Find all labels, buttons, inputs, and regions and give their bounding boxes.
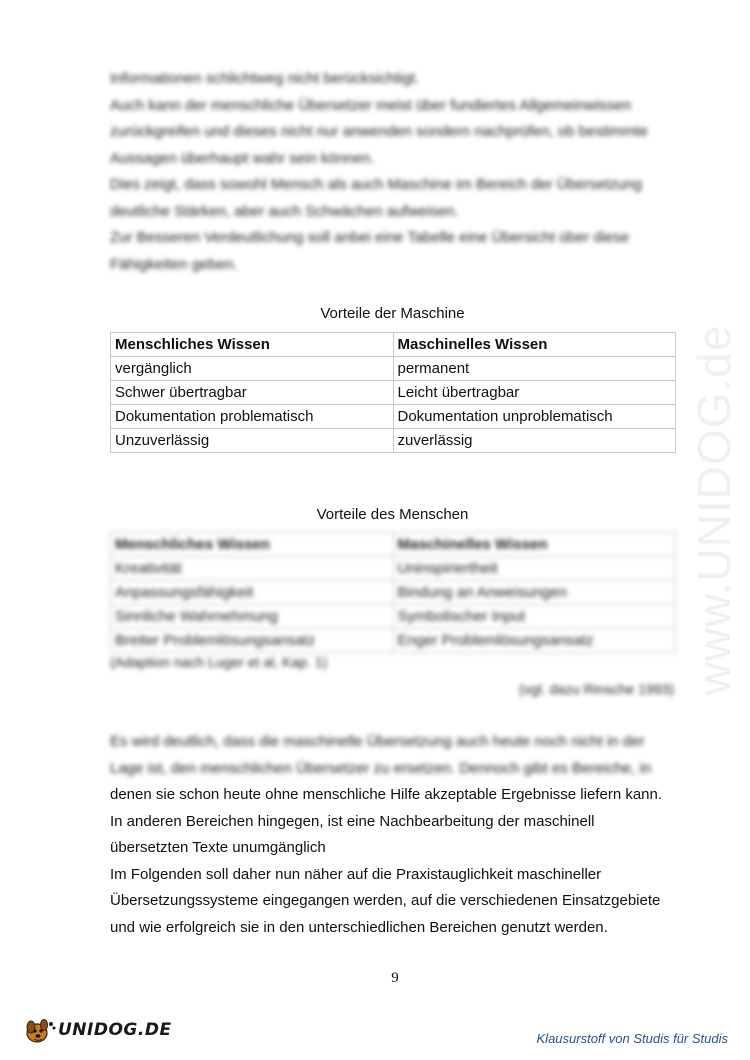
text-line: Aussagen überhaupt wahr sein können.: [110, 149, 375, 167]
table-cell: Dokumentation problematisch: [111, 405, 394, 429]
table-caption: Vorteile der Maschine: [320, 305, 465, 322]
text-line: Im Folgenden soll daher nun näher auf die Praxistauglichkeit maschineller: [110, 865, 602, 883]
table-cell: Kreativität: [111, 557, 394, 581]
text-line: Lage ist, den menschlichen Übersetzer zu ersetzen. Dennoch gibt es Bereiche, in: [110, 759, 652, 777]
human-advantages-table: [110, 532, 676, 653]
text-line: Es wird deutlich, dass die maschinelle Übersetzung auch heute noch nicht in der: [110, 733, 645, 750]
table-cell: Schwer übertragbar: [111, 381, 394, 405]
table-cell: zuverlässig: [393, 429, 676, 453]
table-cell: Bindung an Anweisungen: [393, 581, 676, 605]
table-cell: Enger Problemlösungsansatz: [393, 629, 676, 653]
table-cell: Anpassungsfähigkeit: [111, 581, 394, 605]
table-cell: Dokumentation unproblematisch: [393, 405, 676, 429]
table-cell: Breiter Problemlösungsansatz: [111, 629, 394, 653]
column-header: Maschinelles Wissen: [393, 333, 676, 357]
footer-logo[interactable]: [22, 1015, 172, 1045]
table-row: [111, 429, 676, 453]
table-row: [111, 381, 676, 405]
dog-mascot-icon: [22, 1015, 56, 1045]
machine-advantages-table: [110, 332, 676, 453]
table-row: [111, 581, 676, 605]
text-line: Auch kann der menschliche Übersetzer meist über fundiertes Allgemeinwissen: [110, 96, 632, 114]
table-row: [111, 357, 676, 381]
column-header: Menschliches Wissen: [111, 533, 394, 557]
intro-paragraph: [110, 66, 675, 278]
text-line: deutliche Stärken, aber auch Schwächen aufweisen.: [110, 202, 459, 220]
table-header-row: [111, 333, 676, 357]
table-cell: Uninspiriertheit: [393, 557, 676, 581]
table-caption: Vorteile des Menschen: [316, 506, 469, 523]
column-header: Maschinelles Wissen: [393, 533, 676, 557]
table-cell: Symbolischer Input: [393, 605, 676, 629]
table-source-note: (Adaption nach Luger et al, Kap. 1): [110, 654, 328, 670]
table-row: [111, 557, 676, 581]
text-line: und wie erfolgreich sie in den unterschiedlichen Bereichen genutzt werden.: [110, 918, 608, 936]
table-row: [111, 605, 676, 629]
reference-note: (vgl. dazu Rinsche 1993): [519, 681, 674, 697]
text-line: übersetzten Texte unumgänglich: [110, 839, 326, 856]
text-line: Informationen schlichtweg nicht berücksichtigt.: [110, 70, 420, 87]
logo-text: UNIDOG.DE: [58, 1020, 172, 1040]
text-line: Zur Besseren Verdeutlichung soll anbei eine Tabelle eine Übersicht über diese: [110, 229, 630, 246]
table-header-row: [111, 533, 676, 557]
text-line: Dies zeigt, dass sowohl Mensch als auch Maschine im Bereich der Übersetzung: [110, 176, 642, 193]
table-cell: Unzuverlässig: [111, 429, 394, 453]
table-cell: Sinnliche Wahrnehmung: [111, 605, 394, 629]
column-header: Menschliches Wissen: [111, 333, 394, 357]
table-row: [111, 629, 676, 653]
table-cell: Leicht übertragbar: [393, 381, 676, 405]
table-cell: vergänglich: [111, 357, 394, 381]
text-line: Übersetzungssysteme eingegangen werden, auf die verschiedenen Einsatzgebiete: [110, 892, 661, 909]
text-line: zurückgreifen und dieses nicht nur anwenden sondern nachprüfen, ob bestimmte: [110, 123, 648, 140]
text-line: Fähigkeiten geben.: [110, 255, 238, 273]
closing-paragraph: [110, 729, 675, 941]
watermark: www.UNIDOG.de: [688, 324, 740, 696]
footer-tagline: Klausurstoff von Studis für Studis: [536, 1031, 728, 1046]
text-line: In anderen Bereichen hingegen, ist eine Nachbearbeitung der maschinell: [110, 812, 595, 830]
page-number: 9: [391, 970, 399, 986]
table-row: [111, 405, 676, 429]
text-line: denen sie schon heute ohne menschliche Hilfe akzeptable Ergebnisse liefern kann.: [110, 786, 663, 803]
table-cell: permanent: [393, 357, 676, 381]
